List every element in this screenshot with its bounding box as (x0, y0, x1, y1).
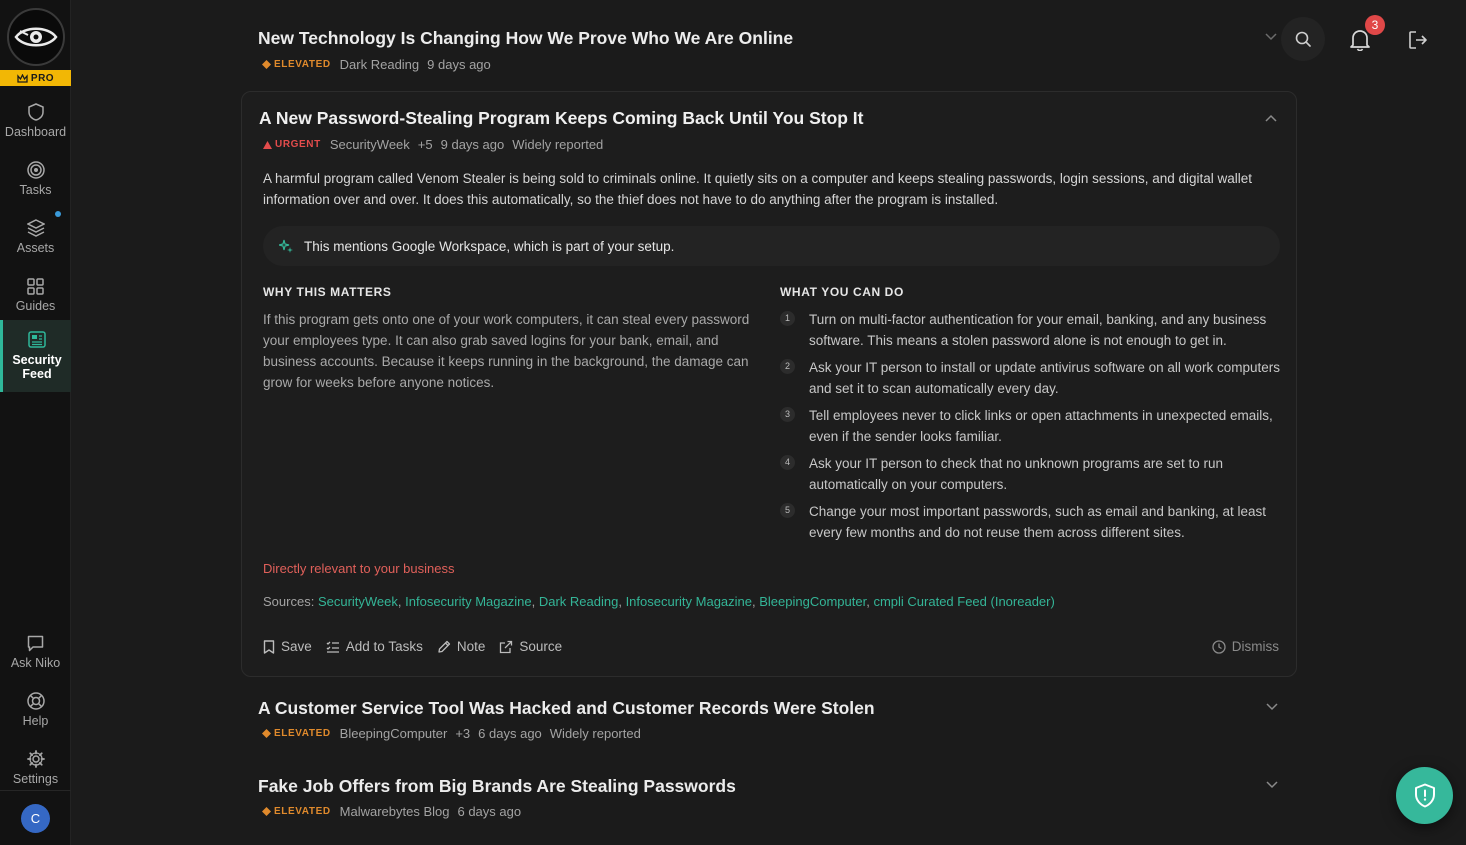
nav-tasks-label: Tasks (19, 183, 52, 197)
sidebar-divider (0, 790, 71, 791)
feed-item-meta (262, 726, 649, 741)
warning-triangle-icon (263, 141, 272, 149)
security-assistant-button[interactable] (1396, 767, 1453, 824)
step-number: 1 (780, 311, 795, 326)
source-link[interactable]: Infosecurity Magazine (625, 594, 753, 609)
note-label: Note (456, 639, 486, 654)
nav-security-feed[interactable] (0, 320, 71, 392)
severity-label: ELEVATED (274, 728, 331, 739)
age: 6 days ago (478, 726, 542, 741)
sidebar (0, 0, 71, 845)
chat-icon (27, 635, 44, 652)
severity-badge (262, 728, 331, 739)
bell-icon (1350, 29, 1370, 51)
notification-count-badge: 3 (1365, 15, 1385, 35)
pro-badge (0, 70, 71, 86)
external-link-icon (499, 640, 513, 654)
card-meta (263, 137, 611, 152)
source-link[interactable]: cmpli Curated Feed (Inoreader) (873, 594, 1055, 609)
severity-label: ELEVATED (274, 806, 331, 817)
sources-list: Sources: SecurityWeek, Infosecurity Magazine, Dark Reading, Infosecurity Magazine, BleepingComputer, cmpli Curated Feed (Inoreader) (263, 594, 1055, 609)
newspaper-icon (28, 331, 46, 348)
source-link[interactable]: Dark Reading (538, 594, 619, 609)
step-item (780, 405, 1280, 447)
step-text: Ask your IT person to check that no unknown programs are set to run automatically on your computers. (809, 456, 1223, 492)
step-item (780, 357, 1280, 399)
chevron-down-icon[interactable] (1266, 703, 1278, 711)
todo-heading: WHAT YOU CAN DO (780, 285, 904, 299)
action-steps (780, 309, 1280, 549)
severity-label: URGENT (275, 139, 321, 150)
dismiss-label: Dismiss (1231, 639, 1279, 654)
save-button[interactable] (263, 639, 312, 654)
logout-icon (1408, 30, 1428, 50)
sparkle-icon (279, 239, 293, 253)
sources-label: Sources: (263, 594, 315, 609)
severity-badge (262, 806, 331, 817)
step-item (780, 309, 1280, 351)
step-text: Turn on multi-factor authentication for your email, banking, and any business software. This means a stolen password alone is not enough to get in. (809, 312, 1267, 348)
checklist-icon (326, 641, 340, 653)
step-number: 5 (780, 503, 795, 518)
note-button[interactable] (437, 639, 486, 654)
nav-guides[interactable] (0, 269, 71, 321)
nav-dashboard-label: Dashboard (4, 125, 67, 139)
nav-settings-label: Settings (12, 772, 59, 786)
feed-item-meta (262, 57, 499, 72)
severity-badge (262, 59, 331, 70)
bookmark-icon (263, 640, 275, 654)
step-number: 2 (780, 359, 795, 374)
chevron-down-icon[interactable] (1265, 33, 1277, 41)
summary-text: A harmful program called Venom Stealer is being sold to criminals online. It quietly sits on a computer and keeps stealing passwords, login sessions, and digital wallet information over and over. It does this automatically, so the thief does not have to do anything after the program is installed. (263, 171, 1253, 207)
step-item (780, 453, 1280, 495)
eye-logo-icon (14, 24, 58, 50)
nav-security-feed-label: Security Feed (12, 353, 62, 381)
nav-dashboard[interactable] (0, 95, 71, 147)
user-avatar[interactable]: C (21, 804, 50, 833)
card-actions (263, 639, 562, 654)
step-item (780, 501, 1280, 543)
why-text: If this program gets onto one of your work computers, it can steal every password your employees type. It can also grab saved logins for your bank, email, and business accounts. Because it keeps running in the background, the damage can grow for weeks before anyone notices. (263, 312, 750, 390)
nav-help-label: Help (22, 714, 49, 728)
grid-icon (27, 278, 44, 295)
source-link[interactable]: Infosecurity Magazine (405, 594, 532, 609)
source-button[interactable] (499, 639, 562, 654)
source-label: Source (519, 639, 563, 654)
nav-settings[interactable] (0, 742, 71, 794)
feed-item-title[interactable]: A Customer Service Tool Was Hacked and Customer Records Were Stolen (258, 698, 875, 718)
context-text: This mentions Google Workspace, which is part of your setup. (304, 238, 675, 254)
chevron-down-icon[interactable] (1266, 781, 1278, 789)
relevance-note: Directly relevant to your business (263, 561, 455, 576)
nav-tasks[interactable] (0, 153, 71, 205)
search-button[interactable] (1281, 17, 1325, 61)
app-logo[interactable] (7, 8, 65, 66)
shield-alert-icon (1414, 783, 1436, 808)
pro-badge-label: PRO (30, 72, 55, 84)
clock-icon (1212, 640, 1226, 654)
source-name: Dark Reading (339, 57, 420, 72)
extra-sources-count: +5 (417, 137, 433, 152)
age: 6 days ago (457, 804, 522, 819)
why-heading: WHY THIS MATTERS (263, 285, 392, 299)
step-text: Change your most important passwords, such as email and banking, at least every few months and do not reuse them across different sites. (809, 504, 1266, 540)
coverage: Widely reported (512, 137, 604, 152)
expanded-feed-card (241, 91, 1297, 677)
source-link[interactable]: SecurityWeek (317, 594, 398, 609)
layers-icon (27, 219, 45, 237)
step-text: Tell employees never to click links or open attachments in unexpected emails, even if the sender looks familiar. (809, 408, 1273, 444)
feed-item-title[interactable]: New Technology Is Changing How We Prove Who We Are Online (258, 28, 794, 48)
age: 9 days ago (427, 57, 491, 72)
nav-assets-label: Assets (16, 241, 55, 255)
nav-ask-niko[interactable] (0, 626, 71, 678)
lifebuoy-icon (27, 692, 45, 710)
search-icon (1295, 31, 1311, 47)
step-text: Ask your IT person to install or update antivirus software on all work computers and set it to scan automatically every day. (809, 360, 1280, 396)
nav-guides-label: Guides (15, 298, 56, 313)
feed-item-title[interactable]: Fake Job Offers from Big Brands Are Stealing Passwords (258, 776, 736, 796)
age: 9 days ago (440, 137, 505, 152)
source-name: Malwarebytes Blog (339, 804, 450, 819)
step-number: 4 (780, 455, 795, 470)
shield-icon (28, 103, 44, 121)
target-icon (27, 161, 45, 179)
step-number: 3 (780, 407, 795, 422)
source-name: BleepingComputer (339, 726, 448, 741)
save-label: Save (281, 639, 312, 654)
severity-badge (263, 139, 321, 150)
diamond-icon (262, 807, 271, 816)
dismiss-button[interactable] (1212, 639, 1279, 654)
assets-notification-dot (55, 211, 61, 217)
severity-label: ELEVATED (274, 59, 331, 70)
chevron-up-icon[interactable] (1265, 114, 1277, 122)
source-name: SecurityWeek (329, 137, 410, 152)
card-title[interactable]: A New Password-Stealing Program Keeps Coming Back Until You Stop It (259, 108, 864, 128)
extra-sources-count: +3 (455, 726, 471, 741)
nav-help[interactable] (0, 684, 71, 736)
crown-icon (17, 74, 28, 83)
context-banner (263, 226, 1280, 266)
diamond-icon (262, 60, 271, 69)
feed-item-meta (262, 804, 529, 819)
nav-ask-niko-label: Ask Niko (10, 655, 61, 670)
add-to-tasks-button[interactable] (326, 639, 423, 654)
diamond-icon (262, 729, 271, 738)
nav-assets[interactable] (0, 211, 71, 263)
source-link[interactable]: BleepingComputer (759, 594, 867, 609)
coverage: Widely reported (549, 726, 641, 741)
logout-button[interactable] (1405, 27, 1431, 53)
add-to-tasks-label: Add to Tasks (345, 639, 423, 654)
pencil-icon (437, 640, 451, 654)
gear-icon (27, 750, 45, 768)
